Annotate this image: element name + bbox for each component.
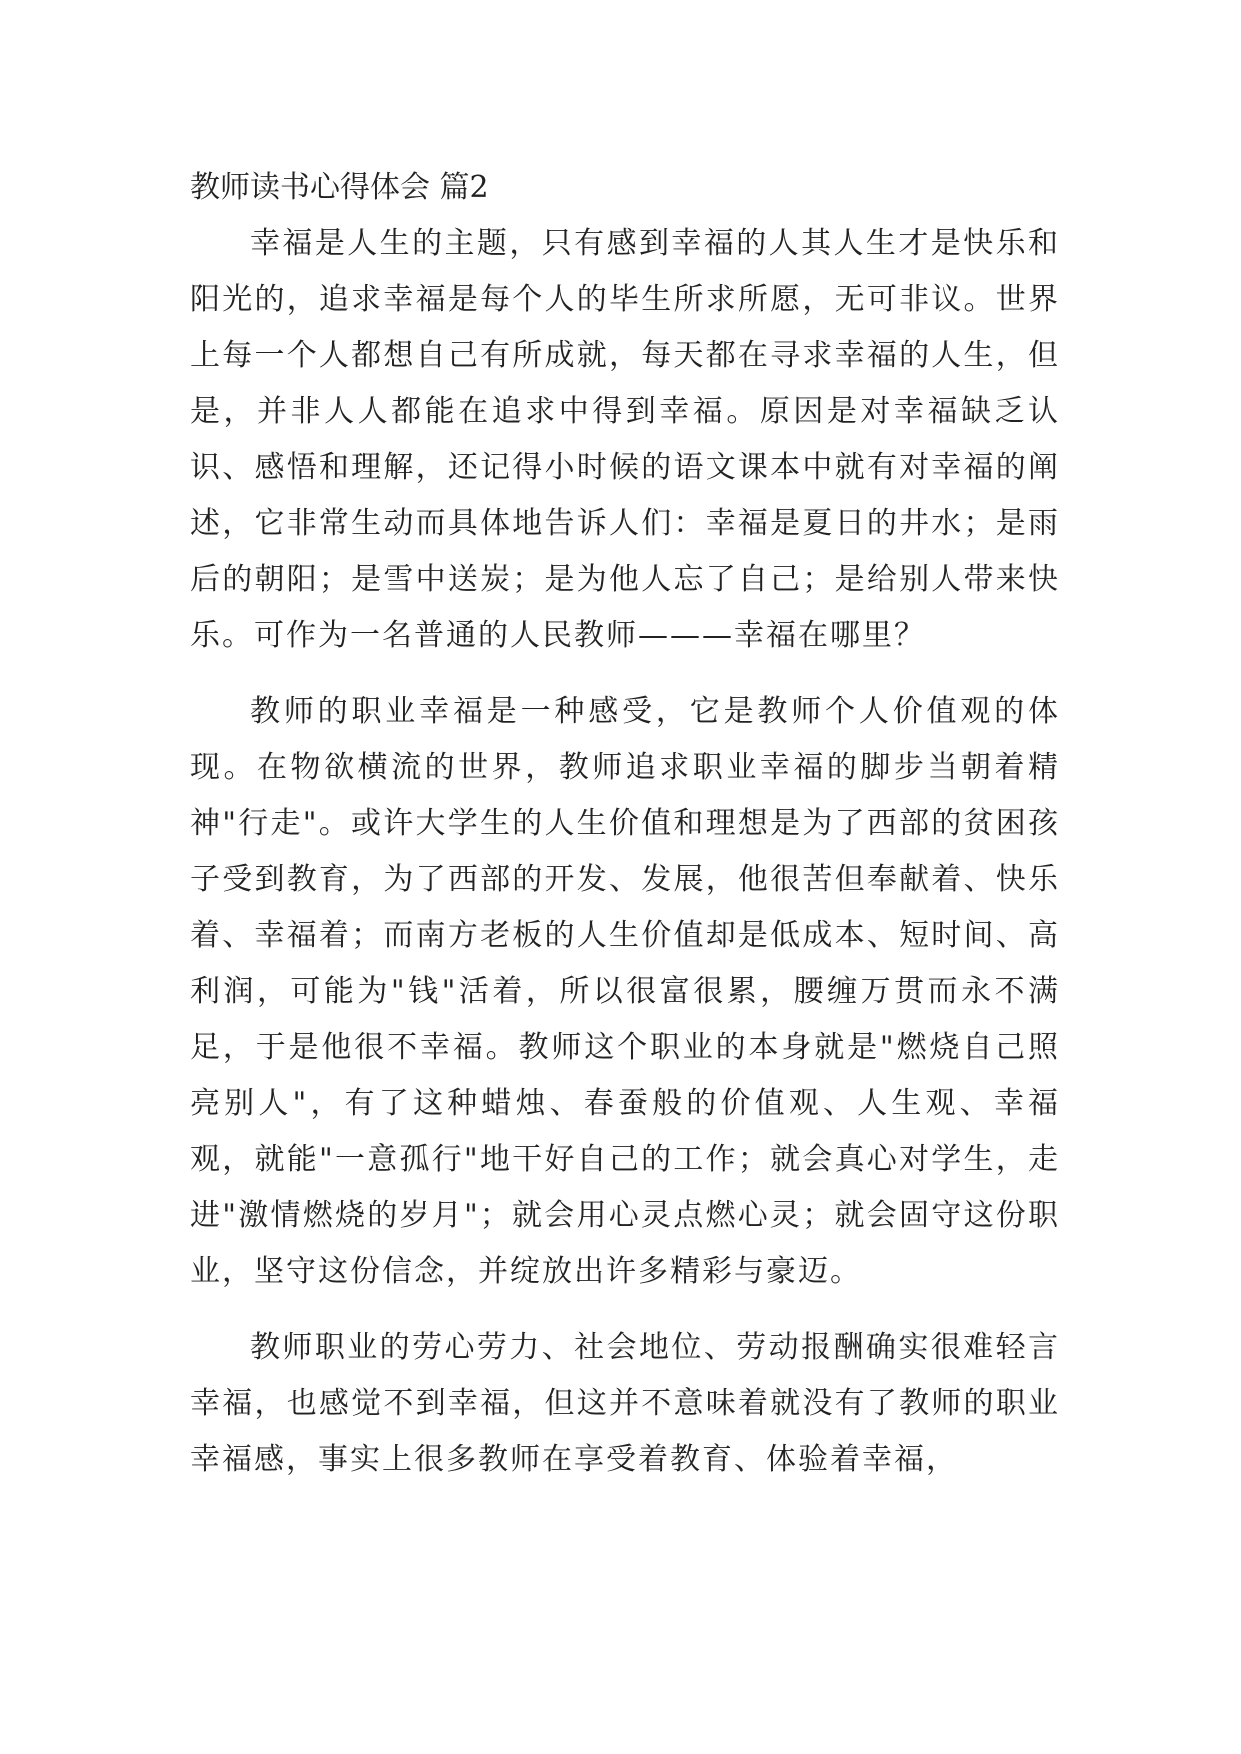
paragraph-3: 教师职业的劳心劳力、社会地位、劳动报酬确实很难轻言幸福，也感觉不到幸福，但这并不意味着就没有了教师的职业幸福感，事实上很多教师在享受着教育、体验着幸福， xyxy=(190,1330,1060,1477)
paragraph-2: 教师的职业幸福是一种感受，它是教师个人价值观的体现。在物欲横流的世界，教师追求职业幸福的脚步当朝着精神"行走"。或许大学生的人生价值和理想是为了西部的贫困孩子受到教育，为了西部的开发、发展，他很苦但奉献着、快乐着、幸福着；而南方老板的人生价值却是低成本、短时间、高利润，可能为"钱"活着，所以很富很累，腰缠万贯而永不满足，于是他很不幸福。教师这个职业的本身就是"燃烧自己照亮别人"，有了这种蜡烛、春蚕般的价值观、人生观、幸福观，就能"一意孤行"地干好自己的工作；就会真心对学生，走进"激情燃烧的岁月"；就会用心灵点燃心灵；就会固守这份职业，坚守这份信念，并绽放出许多精彩与豪迈。 xyxy=(190,694,1060,1289)
paragraph-1: 幸福是人生的主题，只有感到幸福的人其人生才是快乐和阳光的，追求幸福是每个人的毕生所求所愿，无可非议。世界上每一个人都想自己有所成就，每天都在寻求幸福的人生，但是，并非人人都能在追求中得到幸福。原因是对幸福缺乏认识、感悟和理解，还记得小时候的语文课本中就有对幸福的阐述，它非常生动而具体地告诉人们：幸福是夏日的井水；是雨后的朝阳；是雪中送炭；是为他人忘了自己；是给别人带来快乐。可作为一名普通的人民教师———幸福在哪里？ xyxy=(190,226,1060,653)
document-page xyxy=(190,160,1060,1488)
document-title: 教师读书心得体会 篇2 xyxy=(190,170,489,205)
